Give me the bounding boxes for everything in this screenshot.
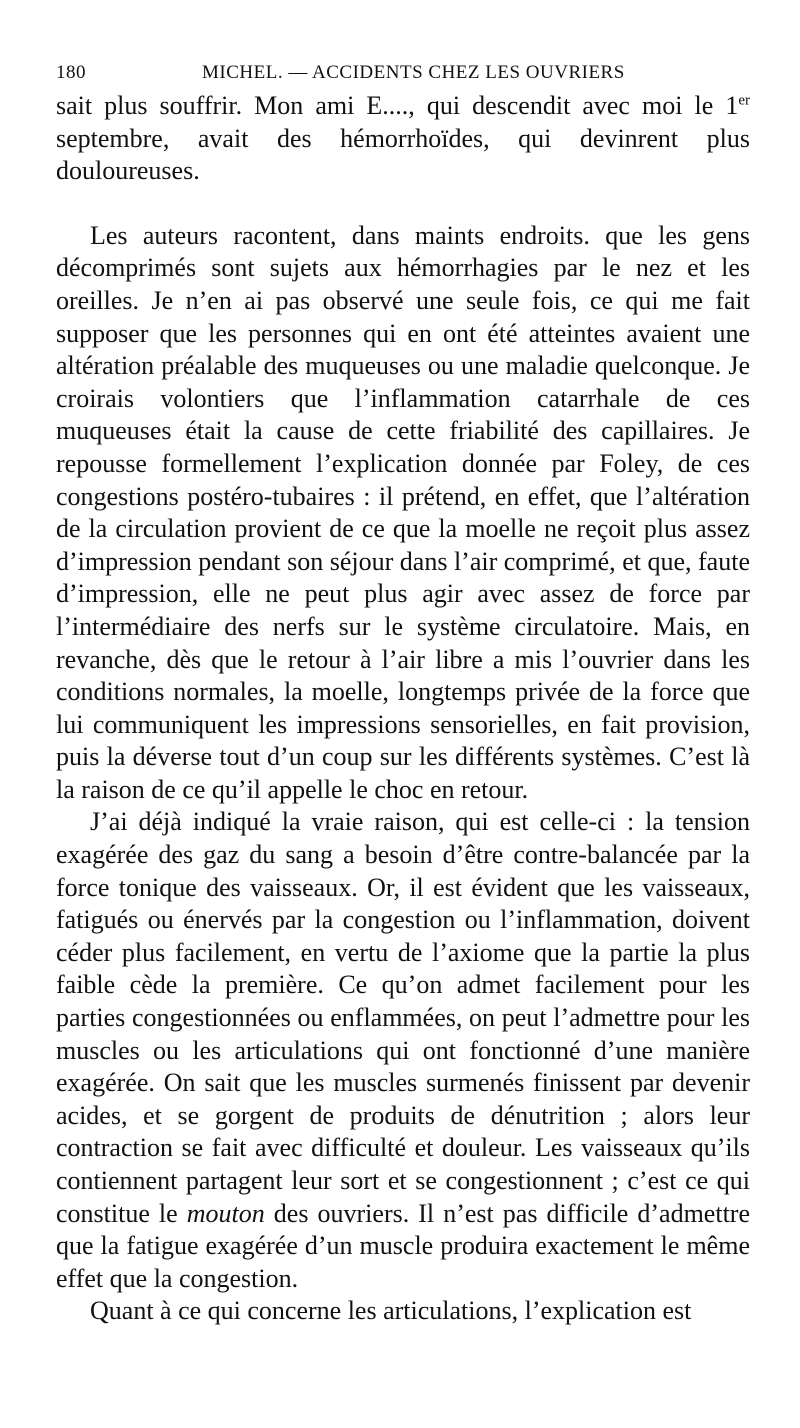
paragraph-3 <box>56 806 750 1295</box>
paragraph-1 <box>56 90 750 188</box>
paragraph-3-text-end: des ouvriers. Il n’est pas difficile d’admettre que la fatigue exagérée d’un muscle produira exactement le même effet que la congestion. <box>56 1198 750 1293</box>
paragraph-4: Quant à ce qui concerne les articulations, l’explication est <box>90 1296 692 1326</box>
book-page <box>56 56 750 1328</box>
ordinal-superscript: er <box>738 92 750 109</box>
paragraph-1-text-end: septembre, avait des hémorrhoïdes, qui devinrent plus douloureuses. <box>56 123 750 186</box>
page-number: 180 <box>56 62 86 83</box>
paragraph-2: Les auteurs racontent, dans maints endroits. que les gens décomprimés sont sujets aux hémorrhagies par le nez et les oreilles. Je n’en ai pas observé une seule fois, ce qui me fait supposer que les personnes qui en ont été atteintes avaient une altération préalable des muqueuses ou une maladie quelconque. Je croirais volontiers que l’inflammation catarrhale de ces muqueuses était la cause de cette friabilité des capillaires. Je repousse formellement l’explication donnée par Foley, de ces congestions postéro-tubaires : il prétend, en effet, que l’altération de la circulation provient de ce que la moelle ne reçoit plus assez d’impression pendant son séjour dans l’air comprimé, et que, faute d’impression, elle ne peut plus agir avec assez de force par l’intermédiaire des nerfs sur le système circulatoire. Mais, en revanche, dès que le retour à l’air libre a mis l’ouvrier dans les conditions normales, la moelle, longtemps privée de la force que lui communiquent les impressions sensorielles, en fait provision, puis la déverse tout d’un coup sur les différents systèmes. C’est là la raison de ce qu’il appelle le choc en retour. <box>56 220 750 804</box>
body-text <box>56 90 750 1328</box>
italic-term: mouton <box>186 1198 265 1228</box>
paragraph-1-text-start: sait plus souffrir. Mon ami E...., qui descendit avec moi le 1 <box>56 91 739 120</box>
running-title: MICHEL. — ACCIDENTS CHEZ LES OUVRIERS <box>202 62 625 83</box>
running-head <box>56 56 750 90</box>
paragraph-3-text-start: J’ai déjà indiqué la vraie raison, qui est celle-ci : la tension exagérée des gaz du sang a besoin d’être contre-balancée par la force tonique des vaisseaux. Or, il est évident que les vaisseaux, fatigués ou énervés par la congestion ou l’inflammation, doivent céder plus facilement, en vertu de l’axiome que la partie la plus faible cède la première. Ce qu’on admet facilement pour les parties congestionnées ou enflammées, on peut l’admettre pour les muscles ou les articulations qui ont fonctionné d’une manière exagérée. On sait que les muscles surmenés finissent par devenir acides, et se gorgent de produits de dénutrition ; alors leur contraction se fait avec difficulté et douleur. Les vaisseaux qu’ils contiennent partagent leur sort et se congestionnent ; c’est ce qui constitue le <box>56 807 750 1228</box>
